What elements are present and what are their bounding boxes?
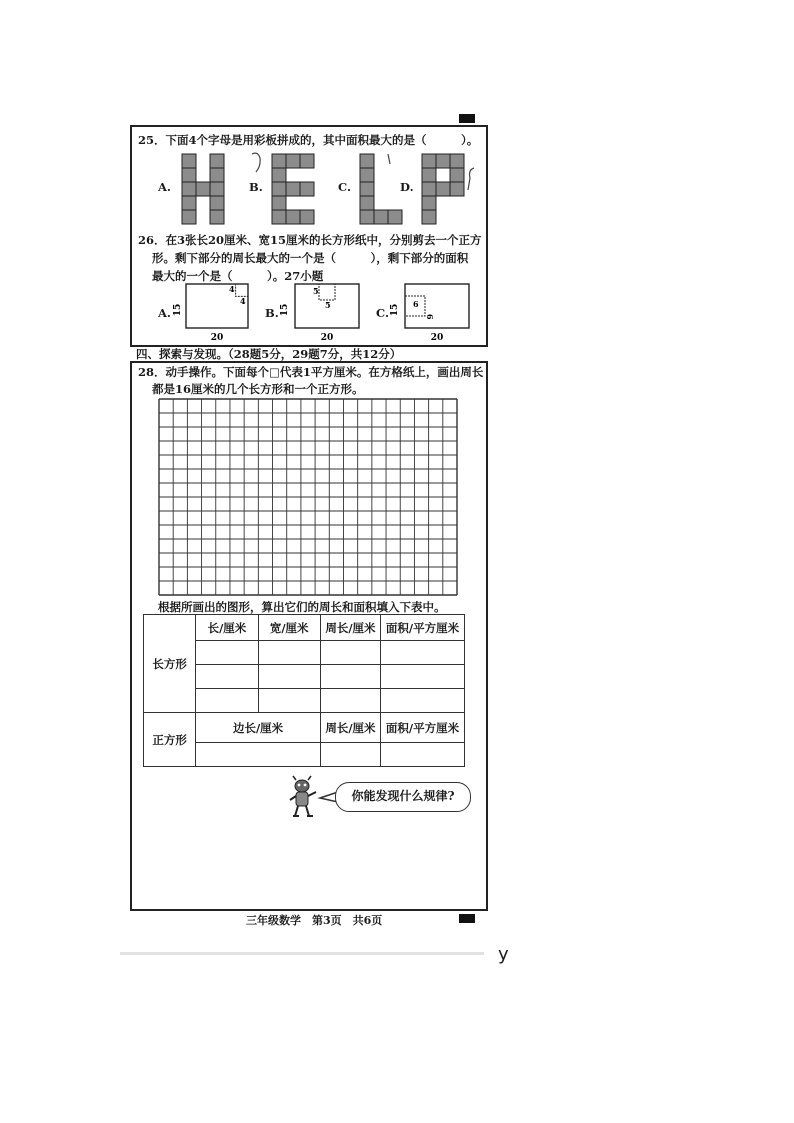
color-tile bbox=[450, 182, 464, 196]
q25-option-a: A. bbox=[158, 180, 171, 194]
color-tile bbox=[360, 154, 374, 168]
color-tile bbox=[210, 182, 224, 196]
q25-option-c: C. bbox=[338, 180, 351, 194]
answer-cell[interactable] bbox=[381, 665, 465, 689]
color-tile bbox=[272, 182, 286, 196]
fig-c-width-label: 20 bbox=[430, 333, 444, 343]
q26-option-c: C. bbox=[376, 306, 389, 320]
color-tile bbox=[436, 182, 450, 196]
page-footer: 三年级数学 第3页 共6页 bbox=[246, 914, 383, 927]
q26-line2: 形。剩下部分的周长最大的一个是（ ），剩下部分的面积 bbox=[152, 251, 469, 265]
color-tile bbox=[360, 196, 374, 210]
corner-marker-top bbox=[459, 114, 475, 123]
color-tile bbox=[388, 210, 402, 224]
fig-a-height-label: 15 bbox=[173, 303, 183, 317]
color-tile bbox=[422, 210, 436, 224]
header-square-area: 面积/平方厘米 bbox=[381, 713, 465, 743]
color-tile bbox=[182, 196, 196, 210]
q25-option-b: B. bbox=[249, 180, 263, 194]
answer-cell[interactable] bbox=[196, 689, 258, 713]
fig-c-cut-label-1: 6 bbox=[413, 299, 419, 309]
fig-b-height-label: 15 bbox=[280, 303, 290, 317]
q26-line1: 26．在3张长20厘米、宽15厘米的长方形纸中，分别剪去一个正方 bbox=[138, 233, 482, 247]
square-grid-paper[interactable] bbox=[158, 398, 458, 596]
row-label-square: 正方形 bbox=[144, 713, 196, 767]
stray-mark: y bbox=[498, 944, 509, 965]
color-tile bbox=[360, 210, 374, 224]
color-tile bbox=[286, 182, 300, 196]
answer-cell[interactable] bbox=[258, 665, 320, 689]
color-tile bbox=[182, 182, 196, 196]
color-tile bbox=[300, 210, 314, 224]
answer-cell[interactable] bbox=[196, 743, 320, 767]
letter-l-tiles bbox=[360, 154, 402, 224]
color-tile bbox=[300, 182, 314, 196]
q28-instruction: 根据所画出的图形，算出它们的周长和面积填入下表中。 bbox=[158, 600, 446, 614]
header-area: 面积/平方厘米 bbox=[381, 615, 465, 641]
q28-line2: 都是16厘米的几个长方形和一个正方形。 bbox=[152, 382, 364, 396]
color-tile bbox=[182, 210, 196, 224]
q25-question: 25．下面4个字母是用彩板拼成的，其中面积最大的是（ ）。 bbox=[138, 133, 479, 147]
q28-line1: 28．动手操作。下面每个□代表1平方厘米。在方格纸上，画出周长 bbox=[138, 365, 484, 379]
color-tile bbox=[286, 210, 300, 224]
fig-c-cut-label-2: 6 bbox=[425, 314, 435, 320]
color-tile bbox=[450, 154, 464, 168]
q26-line3: 最大的一个是（ ）。27小题 bbox=[152, 269, 324, 283]
answer-cell[interactable] bbox=[320, 689, 380, 713]
q26-option-a: A. bbox=[158, 306, 171, 320]
letter-e-tiles bbox=[272, 154, 314, 224]
q26-figure-a bbox=[173, 282, 256, 344]
color-tile bbox=[272, 168, 286, 182]
color-tile bbox=[210, 168, 224, 182]
section-4-title: 四、探索与发现。（28题5分，29题7分，共12分） bbox=[136, 347, 402, 361]
fig-b-cut-label-2: 5 bbox=[325, 300, 331, 310]
fig-b-width-label: 20 bbox=[320, 333, 334, 343]
q26-figure-c bbox=[390, 282, 475, 344]
answer-cell[interactable] bbox=[196, 665, 258, 689]
color-tile bbox=[422, 154, 436, 168]
fig-b-cut-label-1: 5 bbox=[313, 286, 319, 296]
color-tile bbox=[272, 210, 286, 224]
color-tile bbox=[210, 210, 224, 224]
header-width: 宽/厘米 bbox=[258, 615, 320, 641]
color-tile bbox=[422, 168, 436, 182]
color-tile bbox=[182, 168, 196, 182]
color-tile bbox=[422, 196, 436, 210]
row-label-rectangle: 长方形 bbox=[144, 615, 196, 713]
color-tile bbox=[436, 154, 450, 168]
fig-a-width-label: 20 bbox=[210, 333, 224, 343]
color-tile bbox=[360, 182, 374, 196]
q26-figure-b bbox=[280, 282, 365, 344]
color-tile bbox=[450, 168, 464, 182]
header-side-length: 边长/厘米 bbox=[196, 713, 320, 743]
answer-cell[interactable] bbox=[196, 641, 258, 665]
help-letters-figure bbox=[178, 150, 478, 230]
color-tile bbox=[286, 154, 300, 168]
header-perimeter: 周长/厘米 bbox=[320, 615, 380, 641]
result-table bbox=[143, 614, 465, 767]
letter-p-tiles bbox=[422, 154, 464, 224]
corner-marker-bottom bbox=[459, 914, 475, 923]
fig-a-cut-label-2: 4 bbox=[240, 296, 246, 306]
color-tile bbox=[272, 154, 286, 168]
color-tile bbox=[374, 210, 388, 224]
color-tile bbox=[196, 182, 210, 196]
answer-cell[interactable] bbox=[320, 743, 380, 767]
speech-bubble: 你能发现什么规律? bbox=[335, 782, 471, 812]
answer-cell[interactable] bbox=[258, 689, 320, 713]
color-tile bbox=[422, 182, 436, 196]
color-tile bbox=[182, 154, 196, 168]
letter-h-tiles bbox=[182, 154, 224, 224]
answer-cell[interactable] bbox=[258, 641, 320, 665]
answer-cell[interactable] bbox=[381, 743, 465, 767]
scan-shadow-line bbox=[120, 952, 484, 955]
q25-option-d: D. bbox=[400, 180, 414, 194]
header-length: 长/厘米 bbox=[196, 615, 258, 641]
color-tile bbox=[272, 196, 286, 210]
color-tile bbox=[210, 154, 224, 168]
answer-cell[interactable] bbox=[320, 665, 380, 689]
fig-a-cut-label-1: 4 bbox=[229, 284, 235, 294]
color-tile bbox=[360, 168, 374, 182]
fig-c-height-label: 15 bbox=[390, 303, 400, 317]
answer-cell[interactable] bbox=[381, 641, 465, 665]
answer-cell[interactable] bbox=[320, 641, 380, 665]
answer-cell[interactable] bbox=[381, 689, 465, 713]
q26-option-b: B. bbox=[265, 306, 279, 320]
color-tile bbox=[300, 154, 314, 168]
color-tile bbox=[210, 196, 224, 210]
header-square-perimeter: 周长/厘米 bbox=[320, 713, 380, 743]
